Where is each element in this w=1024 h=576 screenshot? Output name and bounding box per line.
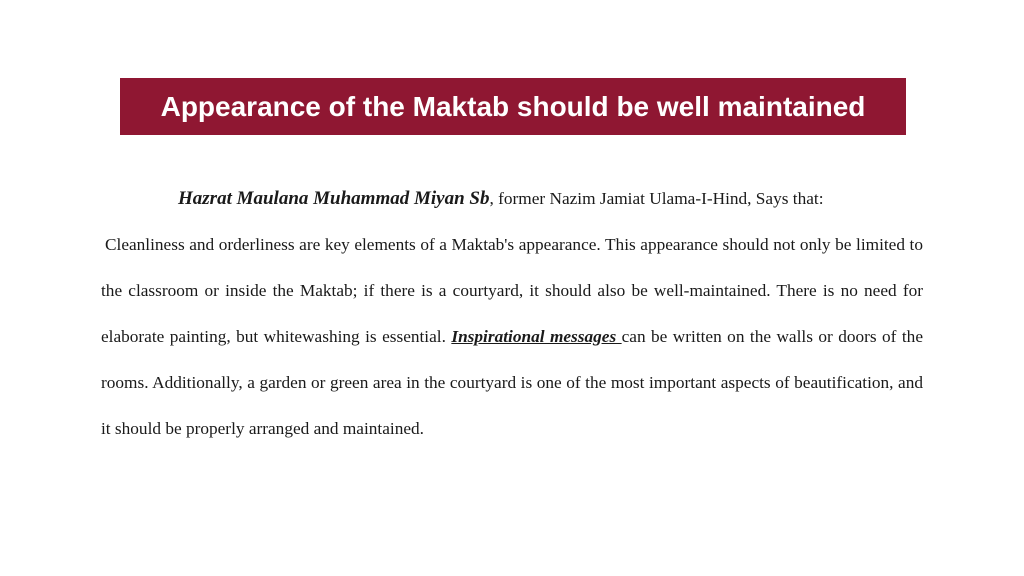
main-paragraph — [101, 222, 923, 452]
author-name: Hazrat Maulana Muhammad Miyan Sb — [178, 188, 490, 209]
intro-line — [101, 176, 923, 222]
intro-rest: , former Nazim Jamiat Ulama-I-Hind, Says that: — [489, 189, 824, 208]
slide-title: Appearance of the Maktab should be well maintained — [160, 90, 866, 122]
title-banner — [120, 78, 906, 135]
paragraph-part-2: can be written on the walls or doors of the rooms. Additionally, a garden or green area in the courtyard is one of the most important aspects of beautification, and it should be properly arranged and maintained. — [101, 327, 923, 438]
inspirational-messages-highlight: Inspirational messages — [451, 327, 622, 346]
body-text — [101, 176, 923, 452]
paragraph-part-1: Cleanliness and orderliness are key elements of a Maktab's appearance. This appearance should not only be limited to the classroom or inside the Maktab; if there is a courtyard, it should also be well-maintained. There is no need for elaborate painting, but whitewashing is essential. — [101, 235, 923, 346]
